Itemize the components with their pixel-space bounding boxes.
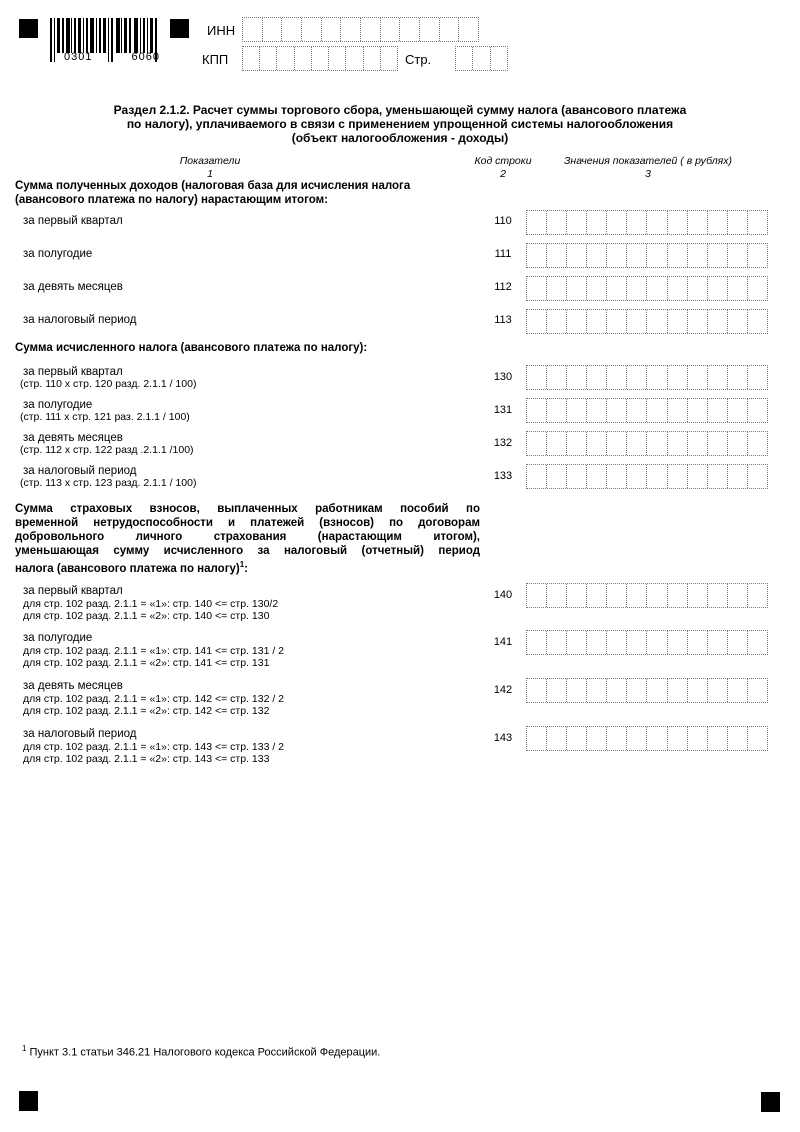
digit-cell — [646, 399, 666, 422]
footnote-marker: 1 — [22, 1044, 27, 1053]
column-header-indicators — [60, 155, 360, 181]
digit-cell — [667, 399, 687, 422]
digit-cell — [626, 727, 646, 750]
value-field-111[interactable] — [526, 243, 768, 268]
barcode-digits-left: 0301 — [64, 51, 93, 63]
digit-cell — [747, 211, 767, 234]
value-field-133[interactable] — [526, 464, 768, 489]
digit-cell — [243, 47, 259, 70]
digit-cell — [566, 631, 586, 654]
digit-cell — [276, 47, 293, 70]
digit-cell — [546, 631, 566, 654]
row-111 — [0, 243, 800, 268]
digit-cell — [727, 584, 747, 607]
digit-cell — [626, 399, 646, 422]
footnote-reference: 1 — [239, 560, 245, 569]
digit-cell — [707, 277, 727, 300]
row-label: за полугодие — [23, 248, 93, 260]
digit-cell — [360, 18, 380, 41]
row-label: за налоговый период — [23, 465, 137, 477]
digit-cell — [727, 277, 747, 300]
digit-cell — [281, 18, 301, 41]
digit-cell — [606, 211, 626, 234]
digit-cell — [566, 310, 586, 333]
digit-cell — [606, 727, 626, 750]
digit-cell — [546, 211, 566, 234]
digit-cell — [606, 465, 626, 488]
digit-cell — [606, 366, 626, 389]
row-code: 130 — [493, 371, 513, 383]
digit-cell — [546, 399, 566, 422]
digit-cell — [707, 211, 727, 234]
row-label: за первый квартал — [23, 215, 123, 227]
digit-cell — [586, 366, 606, 389]
digit-cell — [646, 584, 666, 607]
row-label: за полугодие — [23, 632, 93, 644]
digit-cell — [566, 244, 586, 267]
digit-cell — [727, 399, 747, 422]
digit-cell — [727, 432, 747, 455]
digit-cell — [527, 432, 546, 455]
row-code: 112 — [494, 281, 512, 293]
column-3-label: Значения показателей ( в рублях) — [563, 155, 733, 167]
row-condition-1: для стр. 102 разд. 2.1.1 = «1»: стр. 141 <= стр. 131 / 2 — [23, 645, 284, 657]
digit-cell — [667, 465, 687, 488]
digit-cell — [687, 211, 707, 234]
digit-cell — [687, 432, 707, 455]
digit-cell — [586, 584, 606, 607]
digit-cell — [606, 244, 626, 267]
digit-cell — [626, 631, 646, 654]
row-code: 133 — [493, 470, 513, 482]
section2-header: Сумма исчисленного налога (авансового платежа по налогу): — [15, 342, 368, 354]
column-1-label: Показатели — [179, 155, 241, 167]
digit-cell — [566, 366, 586, 389]
row-141 — [0, 630, 800, 669]
digit-cell — [527, 277, 546, 300]
registration-mark-bottom-left — [19, 1091, 38, 1111]
row-code: 143 — [493, 732, 513, 744]
digit-cell — [456, 47, 472, 70]
digit-cell — [490, 47, 507, 70]
registration-mark-top-left — [19, 19, 38, 38]
digit-cell — [747, 366, 767, 389]
digit-cell — [747, 584, 767, 607]
column-2-label: Код строки — [474, 155, 532, 167]
digit-cell — [472, 47, 489, 70]
column-2-number: 2 — [500, 168, 506, 180]
digit-cell — [606, 631, 626, 654]
digit-cell — [687, 679, 707, 702]
digit-cell — [646, 679, 666, 702]
digit-cell — [646, 366, 666, 389]
digit-cell — [747, 631, 767, 654]
digit-cell — [727, 727, 747, 750]
digit-cell — [687, 399, 707, 422]
digit-cell — [458, 18, 478, 41]
digit-cell — [566, 211, 586, 234]
digit-cell — [586, 679, 606, 702]
row-code: 141 — [493, 636, 513, 648]
digit-cell — [586, 465, 606, 488]
digit-cell — [606, 399, 626, 422]
digit-cell — [687, 631, 707, 654]
row-143 — [0, 726, 800, 765]
digit-cell — [527, 727, 546, 750]
row-code: 132 — [493, 437, 513, 449]
row-code: 111 — [494, 248, 512, 260]
row-113 — [0, 309, 800, 334]
digit-cell — [626, 277, 646, 300]
section-title — [40, 103, 760, 145]
digit-cell — [646, 277, 666, 300]
row-label: за девять месяцев — [23, 281, 123, 293]
digit-cell — [667, 277, 687, 300]
digit-cell — [586, 310, 606, 333]
digit-cell — [667, 631, 687, 654]
footnote-text: Пункт 3.1 статьи 346.21 Налогового кодекса Российской Федерации. — [29, 1046, 381, 1059]
section3-header: Сумма страховых взносов, выплаченных работникам пособий по временной нетрудоспособности и платежей (взносов) по договорам добровольного личного страхования (нарастающим итогом), уменьшающая сумму исчисленного за налоговый (отчетный) период налога (авансового платежа по налогу)$^1$: — [15, 503, 480, 575]
digit-cell — [707, 679, 727, 702]
digit-cell — [527, 310, 546, 333]
digit-cell — [707, 465, 727, 488]
digit-cell — [626, 310, 646, 333]
digit-cell — [546, 244, 566, 267]
digit-cell — [687, 366, 707, 389]
digit-cell — [301, 18, 321, 41]
row-label: за налоговый период — [23, 728, 137, 740]
row-131 — [0, 398, 800, 423]
digit-cell — [586, 244, 606, 267]
digit-cell — [321, 18, 341, 41]
row-condition-2: для стр. 102 разд. 2.1.1 = «2»: стр. 140 <= стр. 130 — [23, 610, 270, 622]
row-code: 131 — [493, 404, 513, 416]
digit-cell — [687, 584, 707, 607]
digit-cell — [566, 679, 586, 702]
digit-cell — [626, 366, 646, 389]
row-condition-1: для стр. 102 разд. 2.1.1 = «1»: стр. 143 <= стр. 133 / 2 — [23, 741, 284, 753]
title-line-3: (объект налогообложения - доходы) — [291, 131, 509, 145]
digit-cell — [527, 211, 546, 234]
digit-cell — [707, 584, 727, 607]
digit-cell — [727, 465, 747, 488]
digit-cell — [626, 244, 646, 267]
digit-cell — [626, 211, 646, 234]
value-field-141[interactable] — [526, 630, 768, 655]
row-112 — [0, 276, 800, 301]
row-condition-1: для стр. 102 разд. 2.1.1 = «1»: стр. 142 <= стр. 132 / 2 — [23, 693, 284, 705]
barcode-digits-right: 6060 — [131, 51, 160, 63]
kpp-field[interactable] — [242, 46, 398, 71]
digit-cell — [727, 679, 747, 702]
registration-mark-top-center — [170, 19, 189, 38]
digit-cell — [687, 465, 707, 488]
value-field-142[interactable] — [526, 678, 768, 703]
digit-cell — [667, 310, 687, 333]
digit-cell — [439, 18, 459, 41]
page-number-field[interactable] — [455, 46, 508, 71]
digit-cell — [667, 366, 687, 389]
digit-cell — [340, 18, 360, 41]
digit-cell — [687, 727, 707, 750]
digit-cell — [566, 432, 586, 455]
section1-header: Сумма полученных доходов (налоговая база для исчисления налога (авансового платежа по налогу) нарастающим итогом: — [15, 180, 411, 206]
digit-cell — [626, 432, 646, 455]
registration-mark-bottom-right — [761, 1092, 780, 1112]
digit-cell — [546, 727, 566, 750]
digit-cell — [626, 679, 646, 702]
digit-cell — [566, 727, 586, 750]
row-formula: (стр. 110 х стр. 120 разд. 2.1.1 / 100) — [20, 378, 197, 390]
digit-cell — [667, 432, 687, 455]
digit-cell — [586, 277, 606, 300]
digit-cell — [419, 18, 439, 41]
digit-cell — [566, 399, 586, 422]
digit-cell — [606, 679, 626, 702]
digit-cell — [727, 366, 747, 389]
title-line-2: по налогу), уплачиваемого в связи с применением упрощенной системы налогообложения — [126, 117, 674, 131]
row-label: за первый квартал — [23, 366, 123, 378]
row-130 — [0, 365, 800, 390]
digit-cell — [727, 310, 747, 333]
value-field-140[interactable] — [526, 583, 768, 608]
digit-cell — [294, 47, 311, 70]
page-number-label: Стр. — [405, 52, 432, 67]
digit-cell — [667, 679, 687, 702]
column-header-values — [533, 155, 763, 181]
row-code: 142 — [493, 684, 513, 696]
row-label: за девять месяцев — [23, 432, 123, 444]
digit-cell — [646, 727, 666, 750]
digit-cell — [527, 399, 546, 422]
column-3-number: 3 — [645, 168, 651, 180]
digit-cell — [546, 584, 566, 607]
digit-cell — [527, 366, 546, 389]
digit-cell — [707, 432, 727, 455]
digit-cell — [727, 211, 747, 234]
digit-cell — [566, 584, 586, 607]
digit-cell — [646, 310, 666, 333]
digit-cell — [566, 277, 586, 300]
digit-cell — [747, 679, 767, 702]
digit-cell — [747, 277, 767, 300]
value-field-110[interactable] — [526, 210, 768, 235]
inn-label: ИНН — [207, 23, 236, 38]
digit-cell — [243, 18, 262, 41]
digit-cell — [399, 18, 419, 41]
digit-cell — [606, 432, 626, 455]
row-label: за первый квартал — [23, 585, 123, 597]
digit-cell — [687, 277, 707, 300]
digit-cell — [727, 631, 747, 654]
row-label: за налоговый период — [23, 314, 137, 326]
row-condition-2: для стр. 102 разд. 2.1.1 = «2»: стр. 142 <= стр. 132 — [23, 705, 270, 717]
digit-cell — [707, 366, 727, 389]
row-label: за полугодие — [23, 399, 93, 411]
row-condition-2: для стр. 102 разд. 2.1.1 = «2»: стр. 141 <= стр. 131 — [23, 657, 270, 669]
row-code: 110 — [494, 215, 512, 227]
digit-cell — [707, 727, 727, 750]
digit-cell — [747, 432, 767, 455]
digit-cell — [546, 465, 566, 488]
digit-cell — [626, 584, 646, 607]
value-field-143[interactable] — [526, 726, 768, 751]
digit-cell — [546, 432, 566, 455]
digit-cell — [546, 366, 566, 389]
row-code: 113 — [494, 314, 512, 326]
digit-cell — [667, 244, 687, 267]
digit-cell — [606, 277, 626, 300]
digit-cell — [646, 465, 666, 488]
digit-cell — [363, 47, 380, 70]
digit-cell — [747, 465, 767, 488]
digit-cell — [586, 727, 606, 750]
footnote — [22, 1044, 380, 1059]
barcode-digits — [64, 51, 160, 63]
digit-cell — [262, 18, 282, 41]
digit-cell — [380, 18, 400, 41]
digit-cell — [747, 399, 767, 422]
digit-cell — [646, 631, 666, 654]
digit-cell — [707, 310, 727, 333]
value-field-131[interactable] — [526, 398, 768, 423]
digit-cell — [380, 47, 397, 70]
inn-field[interactable] — [242, 17, 479, 42]
digit-cell — [606, 310, 626, 333]
value-field-113[interactable] — [526, 309, 768, 334]
digit-cell — [311, 47, 328, 70]
digit-cell — [345, 47, 362, 70]
row-142 — [0, 678, 800, 717]
digit-cell — [527, 465, 546, 488]
digit-cell — [546, 277, 566, 300]
digit-cell — [606, 584, 626, 607]
digit-cell — [586, 211, 606, 234]
digit-cell — [707, 631, 727, 654]
column-1-number: 1 — [207, 168, 213, 180]
digit-cell — [687, 244, 707, 267]
digit-cell — [707, 399, 727, 422]
row-label: за девять месяцев — [23, 680, 123, 692]
digit-cell — [259, 47, 276, 70]
digit-cell — [747, 310, 767, 333]
section3-header-last-line: налога (авансового платежа по налогу)$^1$: — [15, 560, 249, 575]
row-132 — [0, 431, 800, 456]
digit-cell — [527, 631, 546, 654]
row-110 — [0, 210, 800, 235]
digit-cell — [727, 244, 747, 267]
digit-cell — [586, 399, 606, 422]
row-formula: (стр. 112 х стр. 122 разд .2.1.1 /100) — [20, 444, 194, 456]
digit-cell — [586, 432, 606, 455]
digit-cell — [626, 465, 646, 488]
row-code: 140 — [493, 589, 513, 601]
digit-cell — [527, 244, 546, 267]
kpp-label: КПП — [202, 52, 229, 67]
digit-cell — [646, 211, 666, 234]
value-field-132[interactable] — [526, 431, 768, 456]
row-condition-1: для стр. 102 разд. 2.1.1 = «1»: стр. 140 <= стр. 130/2 — [23, 598, 279, 610]
row-formula: (стр. 113 х стр. 123 разд. 2.1.1 / 100) — [20, 477, 197, 489]
digit-cell — [586, 631, 606, 654]
digit-cell — [546, 679, 566, 702]
title-line-1: Раздел 2.1.2. Расчет суммы торгового сбора, уменьшающей сумму налога (авансового платежа — [113, 103, 687, 117]
digit-cell — [667, 211, 687, 234]
row-133 — [0, 464, 800, 489]
row-140 — [0, 583, 800, 622]
digit-cell — [328, 47, 345, 70]
value-field-130[interactable] — [526, 365, 768, 390]
digit-cell — [747, 244, 767, 267]
digit-cell — [646, 432, 666, 455]
digit-cell — [747, 727, 767, 750]
digit-cell — [646, 244, 666, 267]
row-formula: (стр. 111 х стр. 121 раз. 2.1.1 / 100) — [20, 411, 190, 423]
digit-cell — [707, 244, 727, 267]
digit-cell — [687, 310, 707, 333]
digit-cell — [667, 584, 687, 607]
digit-cell — [667, 727, 687, 750]
row-condition-2: для стр. 102 разд. 2.1.1 = «2»: стр. 143 <= стр. 133 — [23, 753, 270, 765]
digit-cell — [527, 679, 546, 702]
digit-cell — [566, 465, 586, 488]
digit-cell — [546, 310, 566, 333]
digit-cell — [527, 584, 546, 607]
value-field-112[interactable] — [526, 276, 768, 301]
